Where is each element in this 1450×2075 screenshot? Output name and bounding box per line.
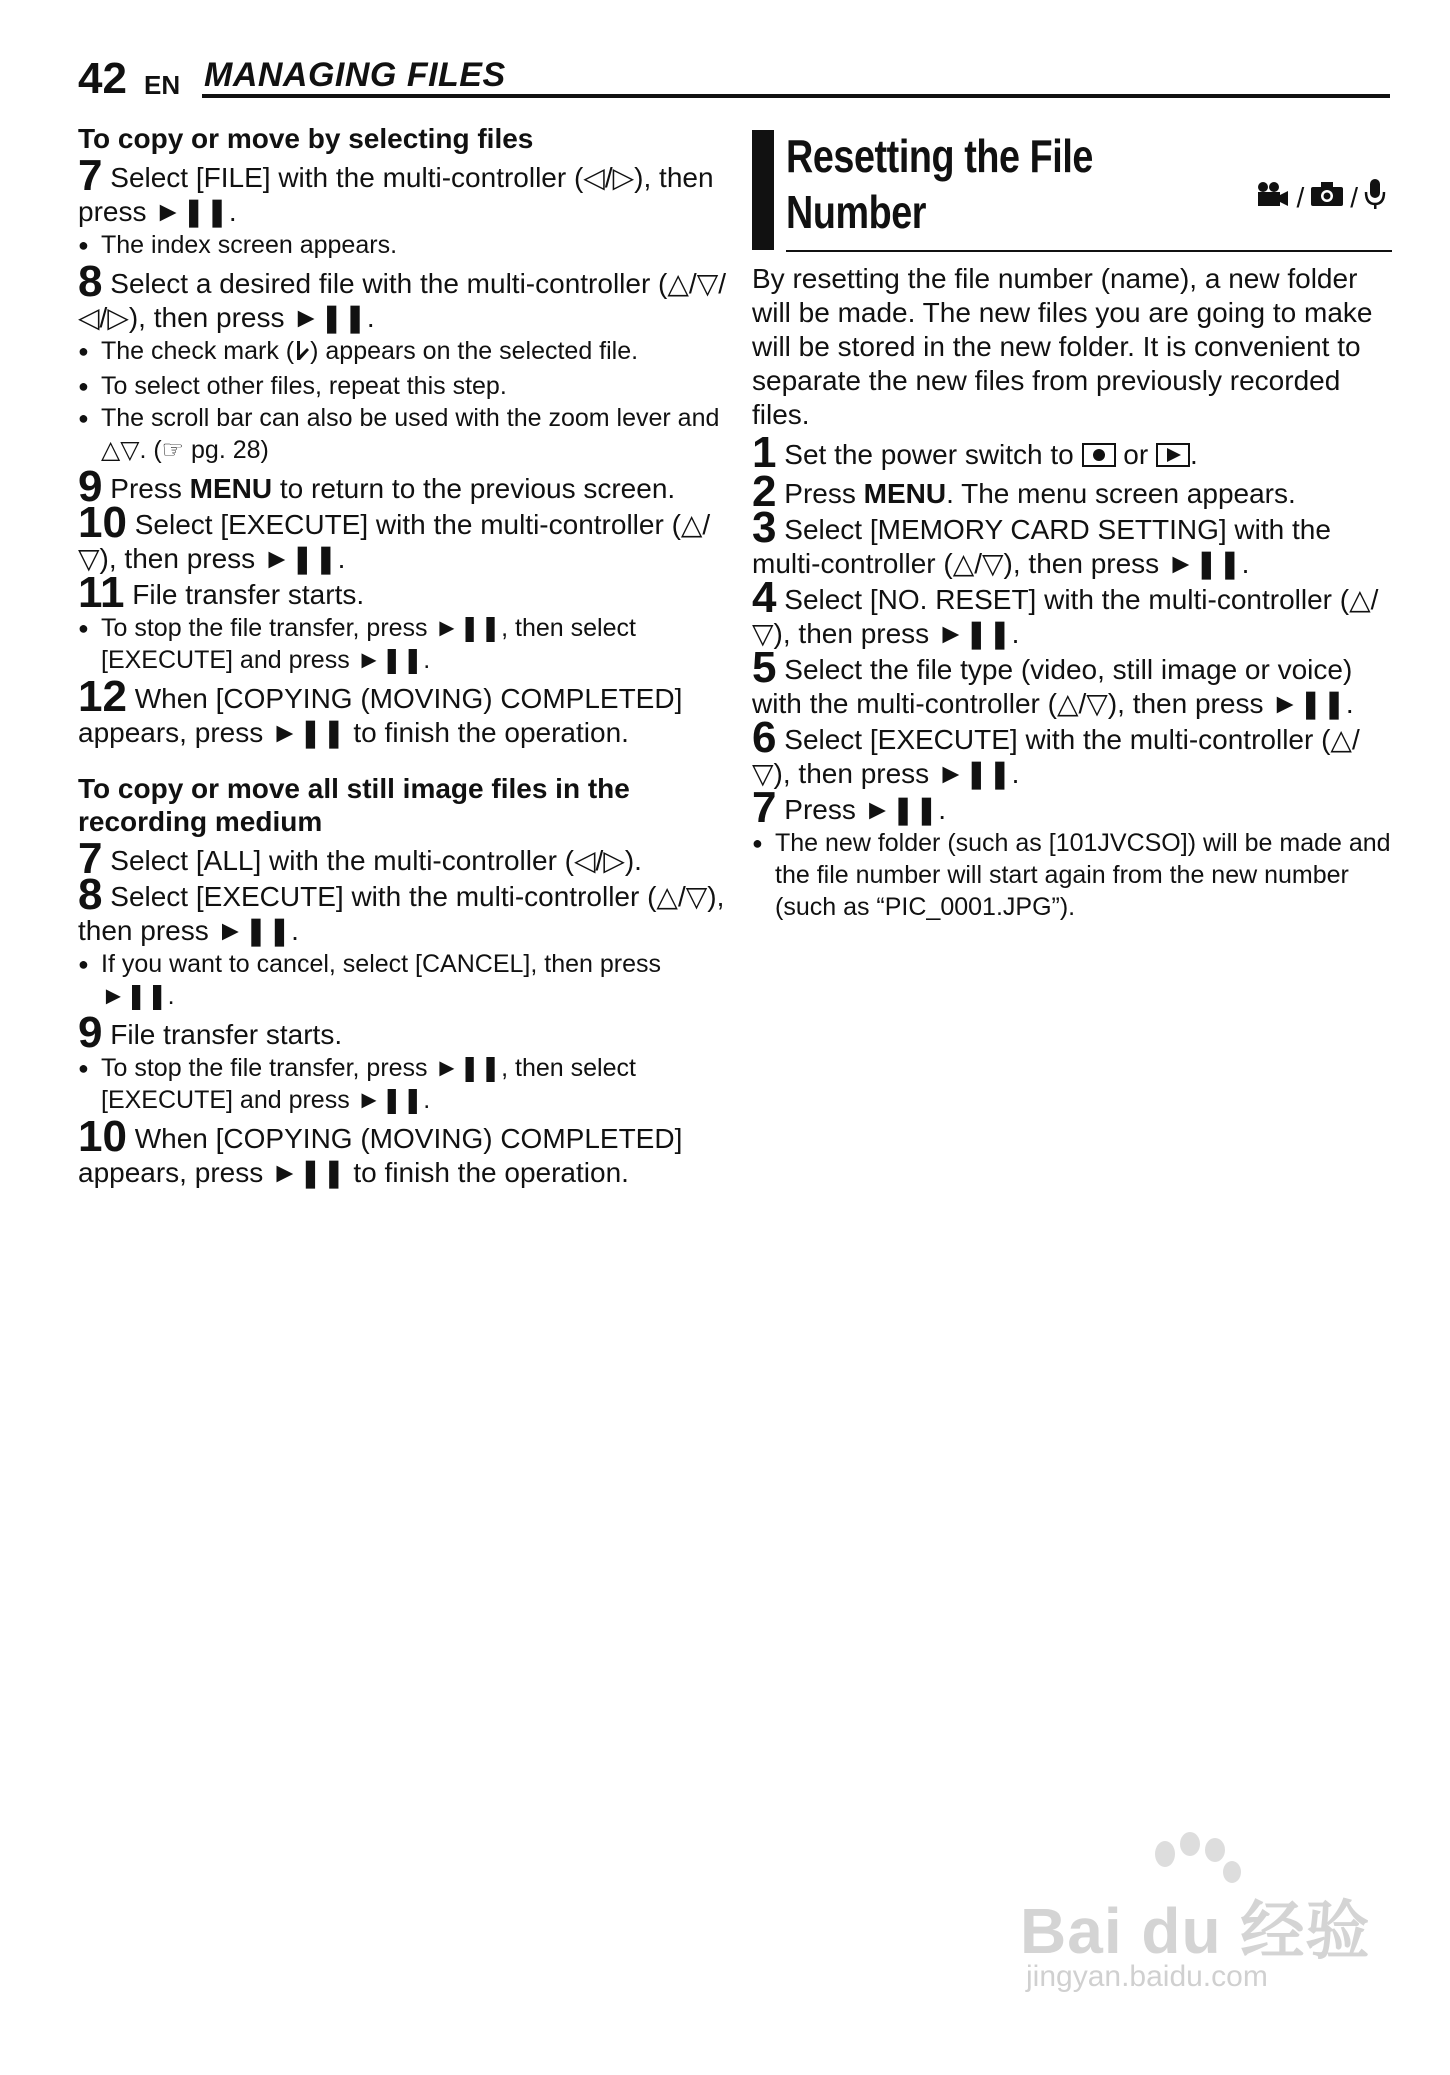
step-number: 2 <box>752 467 777 516</box>
still-camera-icon <box>1310 181 1344 215</box>
step-text: Select [NO. RESET] with the multi-controller (△/▽), then press ►❚❚. <box>752 584 1379 649</box>
menu-button-label: MENU <box>189 473 273 504</box>
step-10 <box>78 498 728 576</box>
chapter-title: MANAGING FILES <box>204 56 506 94</box>
step-text: When [COPYING (MOVING) COMPLETED] appears, press ►❚❚ to finish the operation. <box>78 1123 683 1188</box>
step-4 <box>752 573 1392 651</box>
section-bar <box>752 130 774 250</box>
bullet-item <box>78 335 728 370</box>
step-8-all <box>78 870 728 948</box>
bullet-text: ) appears on the selected file. <box>310 337 639 365</box>
step-5 <box>752 643 1392 721</box>
step-text: Select [ALL] with the multi-controller (◁/▷). <box>102 845 642 876</box>
step-text: When [COPYING (MOVING) COMPLETED] appears, press ►❚❚ to finish the operation. <box>78 683 683 748</box>
step-text: Press <box>776 478 864 509</box>
subheading-all-still-images: To copy or move all still image files in the recording medium <box>78 773 630 837</box>
step-text: Press ►❚❚. <box>776 794 947 825</box>
watermark-url: jingyan.baidu.com <box>1026 1960 1268 1993</box>
menu-button-label: MENU <box>863 478 947 509</box>
step-7-reset <box>752 783 1392 832</box>
step-number: 7 <box>78 151 103 200</box>
step-2 <box>752 467 1392 516</box>
section-title-line: Number <box>786 186 927 238</box>
step-text: Set the power switch to <box>776 439 1082 470</box>
bullet-item: ● The index screen appears. <box>78 229 728 261</box>
step-number: 1 <box>752 428 777 477</box>
step-12 <box>78 672 728 750</box>
step-text: File transfer starts. <box>102 1019 343 1050</box>
step-text: File transfer starts. <box>124 579 365 610</box>
mode-icons <box>1256 178 1386 218</box>
step-number: 10 <box>78 1112 127 1161</box>
step-number: 9 <box>78 462 103 511</box>
step-7 <box>78 151 728 229</box>
video-camera-icon <box>1256 181 1290 215</box>
section-rule <box>786 250 1392 252</box>
bullet-list <box>78 1052 728 1116</box>
microphone-icon <box>1364 178 1386 218</box>
right-column <box>752 122 1392 927</box>
language-code: EN <box>144 70 181 100</box>
step-7-all <box>78 834 728 883</box>
bullet-list <box>78 948 728 1012</box>
step-text: Select [EXECUTE] with the multi-controller (△/▽), then press ►❚❚. <box>78 881 725 946</box>
step-3 <box>752 503 1392 581</box>
step-number: 8 <box>78 257 103 306</box>
section-title <box>786 128 1114 240</box>
step-text: Select [FILE] with the multi-controller (◁/▷), then press ►❚❚. <box>78 162 714 227</box>
subheading-select-files: To copy or move by selecting files <box>78 123 534 154</box>
left-column <box>78 122 728 1190</box>
bullet-item: ● To stop the file transfer, press ►❚❚, then select [EXECUTE] and press ►❚❚. <box>78 612 728 676</box>
bullet-list <box>78 335 728 466</box>
header-rule <box>202 94 1390 98</box>
step-number: 4 <box>752 573 777 622</box>
step-number: 7 <box>752 783 777 832</box>
step-number: 6 <box>752 713 777 762</box>
playback-mode-icon <box>1156 441 1190 475</box>
check-mark-icon <box>294 338 310 370</box>
section-header <box>752 122 1392 252</box>
step-10-all <box>78 1112 728 1190</box>
bullet-list <box>752 827 1392 923</box>
step-number: 9 <box>78 1008 103 1057</box>
section-title-line: Resetting the File <box>786 130 1094 182</box>
icon-separator: / <box>1296 182 1305 213</box>
step-text: or <box>1115 439 1156 470</box>
page-header <box>78 50 1390 103</box>
step-number: 11 <box>78 568 125 617</box>
step-text: . The menu screen appears. <box>946 478 1296 509</box>
bullet-item: ● If you want to cancel, select [CANCEL], then press ►❚❚. <box>78 948 728 1012</box>
step-number: 5 <box>752 643 777 692</box>
step-text: to return to the previous screen. <box>272 473 676 504</box>
intro-paragraph: By resetting the file number (name), a new folder will be made. The new files you are going to make will be stored in the new folder. It is convenient to separate the new files from previously recorded files. <box>752 263 1373 430</box>
bullet-list <box>78 229 728 261</box>
bullet-item: ● The new folder (such as [101JVCSO]) will be made and the file number will start again from the new number (such as “PIC_0001.JPG”). <box>752 827 1392 923</box>
bullet-text: The check mark ( <box>101 337 295 365</box>
watermark-brand: Bai du 经验 <box>1020 1895 1371 1967</box>
step-number: 10 <box>78 498 127 547</box>
step-text: Press <box>102 473 190 504</box>
step-text: Select [EXECUTE] with the multi-controller (△/▽), then press ►❚❚. <box>752 724 1360 789</box>
step-8 <box>78 257 728 335</box>
step-1 <box>752 428 1392 477</box>
step-text: Select a desired file with the multi-controller (△/▽/◁/▷), then press ►❚❚. <box>78 268 727 333</box>
step-number: 8 <box>78 870 103 919</box>
icon-separator: / <box>1350 182 1358 213</box>
step-text: Select [MEMORY CARD SETTING] with the multi-controller (△/▽), then press ►❚❚. <box>752 514 1331 579</box>
page-number: 42 <box>78 54 127 103</box>
bullet-list <box>78 612 728 676</box>
bullet-item: ● The scroll bar can also be used with the zoom lever and △▽. (☞ pg. 28) <box>78 402 728 466</box>
step-number: 3 <box>752 503 777 552</box>
step-number: 12 <box>78 672 127 721</box>
step-9 <box>78 462 728 511</box>
step-text: Select the file type (video, still image or voice) with the multi-controller (△/▽), then press ►❚❚. <box>752 654 1354 719</box>
bullet-item: ● To select other files, repeat this step. <box>78 370 728 402</box>
step-text: Select [EXECUTE] with the multi-controller (△/▽), then press ►❚❚. <box>78 509 711 574</box>
record-mode-icon <box>1082 441 1116 475</box>
step-number: 7 <box>78 834 103 883</box>
step-text: . <box>1190 439 1198 470</box>
step-6 <box>752 713 1392 791</box>
bullet-item: ● To stop the file transfer, press ►❚❚, then select [EXECUTE] and press ►❚❚. <box>78 1052 728 1116</box>
step-9-all <box>78 1008 728 1057</box>
step-11 <box>78 568 728 617</box>
